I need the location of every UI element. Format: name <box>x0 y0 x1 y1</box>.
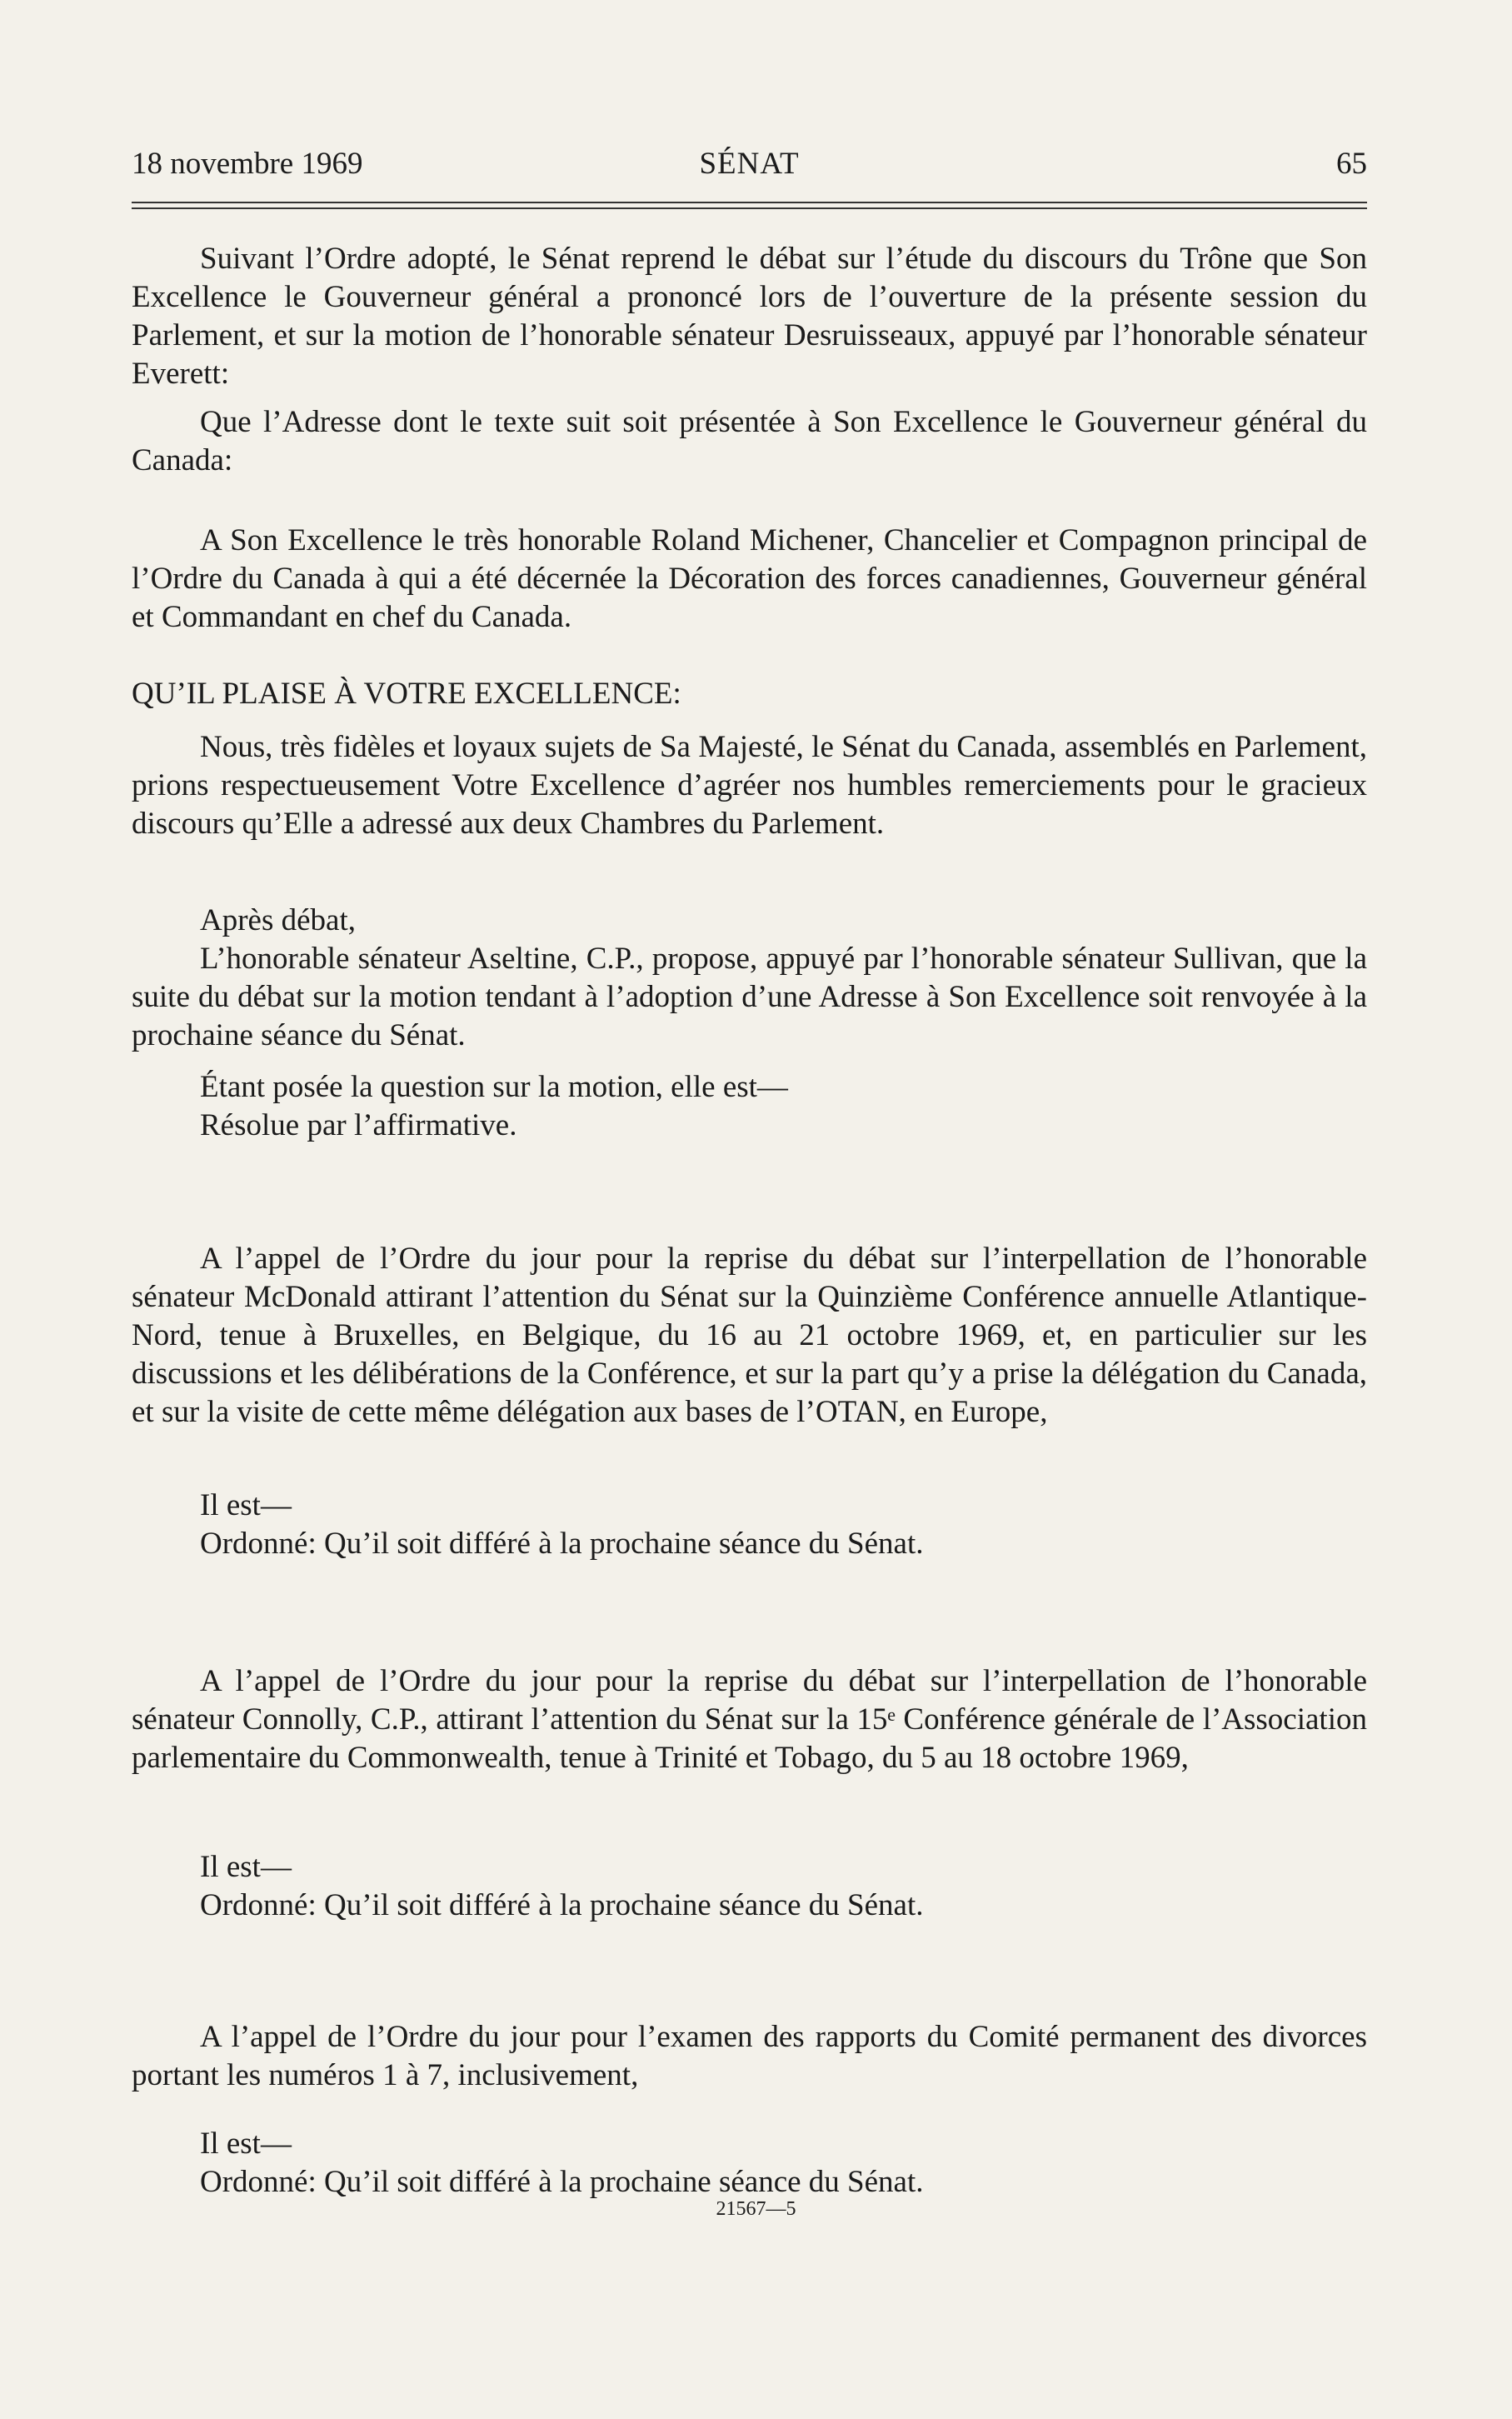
paragraph-address-text: Nous, très fidèles et loyaux sujets de Sa Majesté, le Sénat du Canada, assemblés en Parlement, prions respectueusement Votre Excellence d’agréer nos humbles remerciements pour le gracieux discours qu’Elle a adressé aux deux Chambres du Parlement. <box>132 730 1367 841</box>
page-number: 65 <box>1336 147 1367 181</box>
line-ordered-3: Ordonné: Qu’il soit différé à la prochaine séance du Sénat. <box>200 2165 924 2199</box>
header-rule-bottom <box>132 207 1367 209</box>
line-il-est-2: Il est— <box>200 1850 292 1884</box>
header-title: SÉNAT <box>699 147 800 181</box>
paragraph-debate-opening: Suivant l’Ordre adopté, le Sénat reprend le débat sur l’étude du discours du Trône que Son Excellence le Gouverneur général a prononcé lors de l’ouverture de la présente session du Parlement, et sur la motion de l’honorable sénateur Desruisseaux, appuyé par l’honorable sénateur Everett: <box>132 242 1367 391</box>
line-il-est-3: Il est— <box>200 2127 292 2161</box>
paragraph-address-motion: Que l’Adresse dont le texte suit soit présentée à Son Excellence le Gouverneur général du Canada: <box>132 405 1367 477</box>
header-date: 18 novembre 1969 <box>132 147 363 181</box>
line-ordered-1: Ordonné: Qu’il soit différé à la prochaine séance du Sénat. <box>200 1527 924 1561</box>
paragraph-connolly-inquiry: A l’appel de l’Ordre du jour pour la reprise du débat sur l’interpellation de l’honorable sénateur Connolly, C.P., attirant l’attention du Sénat sur la 15ᵉ Conférence générale de l’Association parlementaire du Commonwealth, tenue à Trinité et Tobago, du 5 au 18 octobre 1969, <box>132 1664 1367 1775</box>
paragraph-address-recipient: A Son Excellence le très honorable Roland Michener, Chancelier et Compagnon principal de l’Ordre du Canada à qui a été décernée la Décoration des forces canadiennes, Gouverneur général et Commandant en chef du Canada. <box>132 523 1367 634</box>
paragraph-adjournment-motion: L’honorable sénateur Aseltine, C.P., propose, appuyé par l’honorable sénateur Sullivan, que la suite du débat sur la motion tendant à l’adoption d’une Adresse à Son Excellence soit renvoyée à la prochaine séance du Sénat. <box>132 942 1367 1052</box>
page-header <box>132 143 1367 185</box>
line-after-debate: Après débat, <box>200 903 356 937</box>
paragraph-salutation: QU’IL PLAISE À VOTRE EXCELLENCE: <box>132 677 681 711</box>
paragraph-divorce-reports: A l’appel de l’Ordre du jour pour l’examen des rapports du Comité permanent des divorces portant les numéros 1 à 7, inclusivement, <box>132 2020 1367 2092</box>
line-resolved: Résolue par l’affirmative. <box>200 1108 517 1142</box>
line-question-put: Étant posée la question sur la motion, elle est— <box>200 1070 788 1104</box>
paragraph-mcdonald-inquiry: A l’appel de l’Ordre du jour pour la reprise du débat sur l’interpellation de l’honorable sénateur McDonald attirant l’attention du Sénat sur la Quinzième Conférence annuelle Atlantique-Nord, tenue à Bruxelles, en Belgique, du 16 au 21 octobre 1969, et, en particulier sur les discussions et les délibérations de la Conférence, et sur la part qu’y a prise la délégation du Canada, et sur la visite de cette même délégation aux bases de l’OTAN, en Europe, <box>132 1242 1367 1429</box>
printer-signature: 21567—5 <box>716 2198 796 2220</box>
line-ordered-2: Ordonné: Qu’il soit différé à la prochaine séance du Sénat. <box>200 1888 924 1922</box>
line-il-est-1: Il est— <box>200 1488 292 1522</box>
header-rule-top <box>132 202 1367 203</box>
